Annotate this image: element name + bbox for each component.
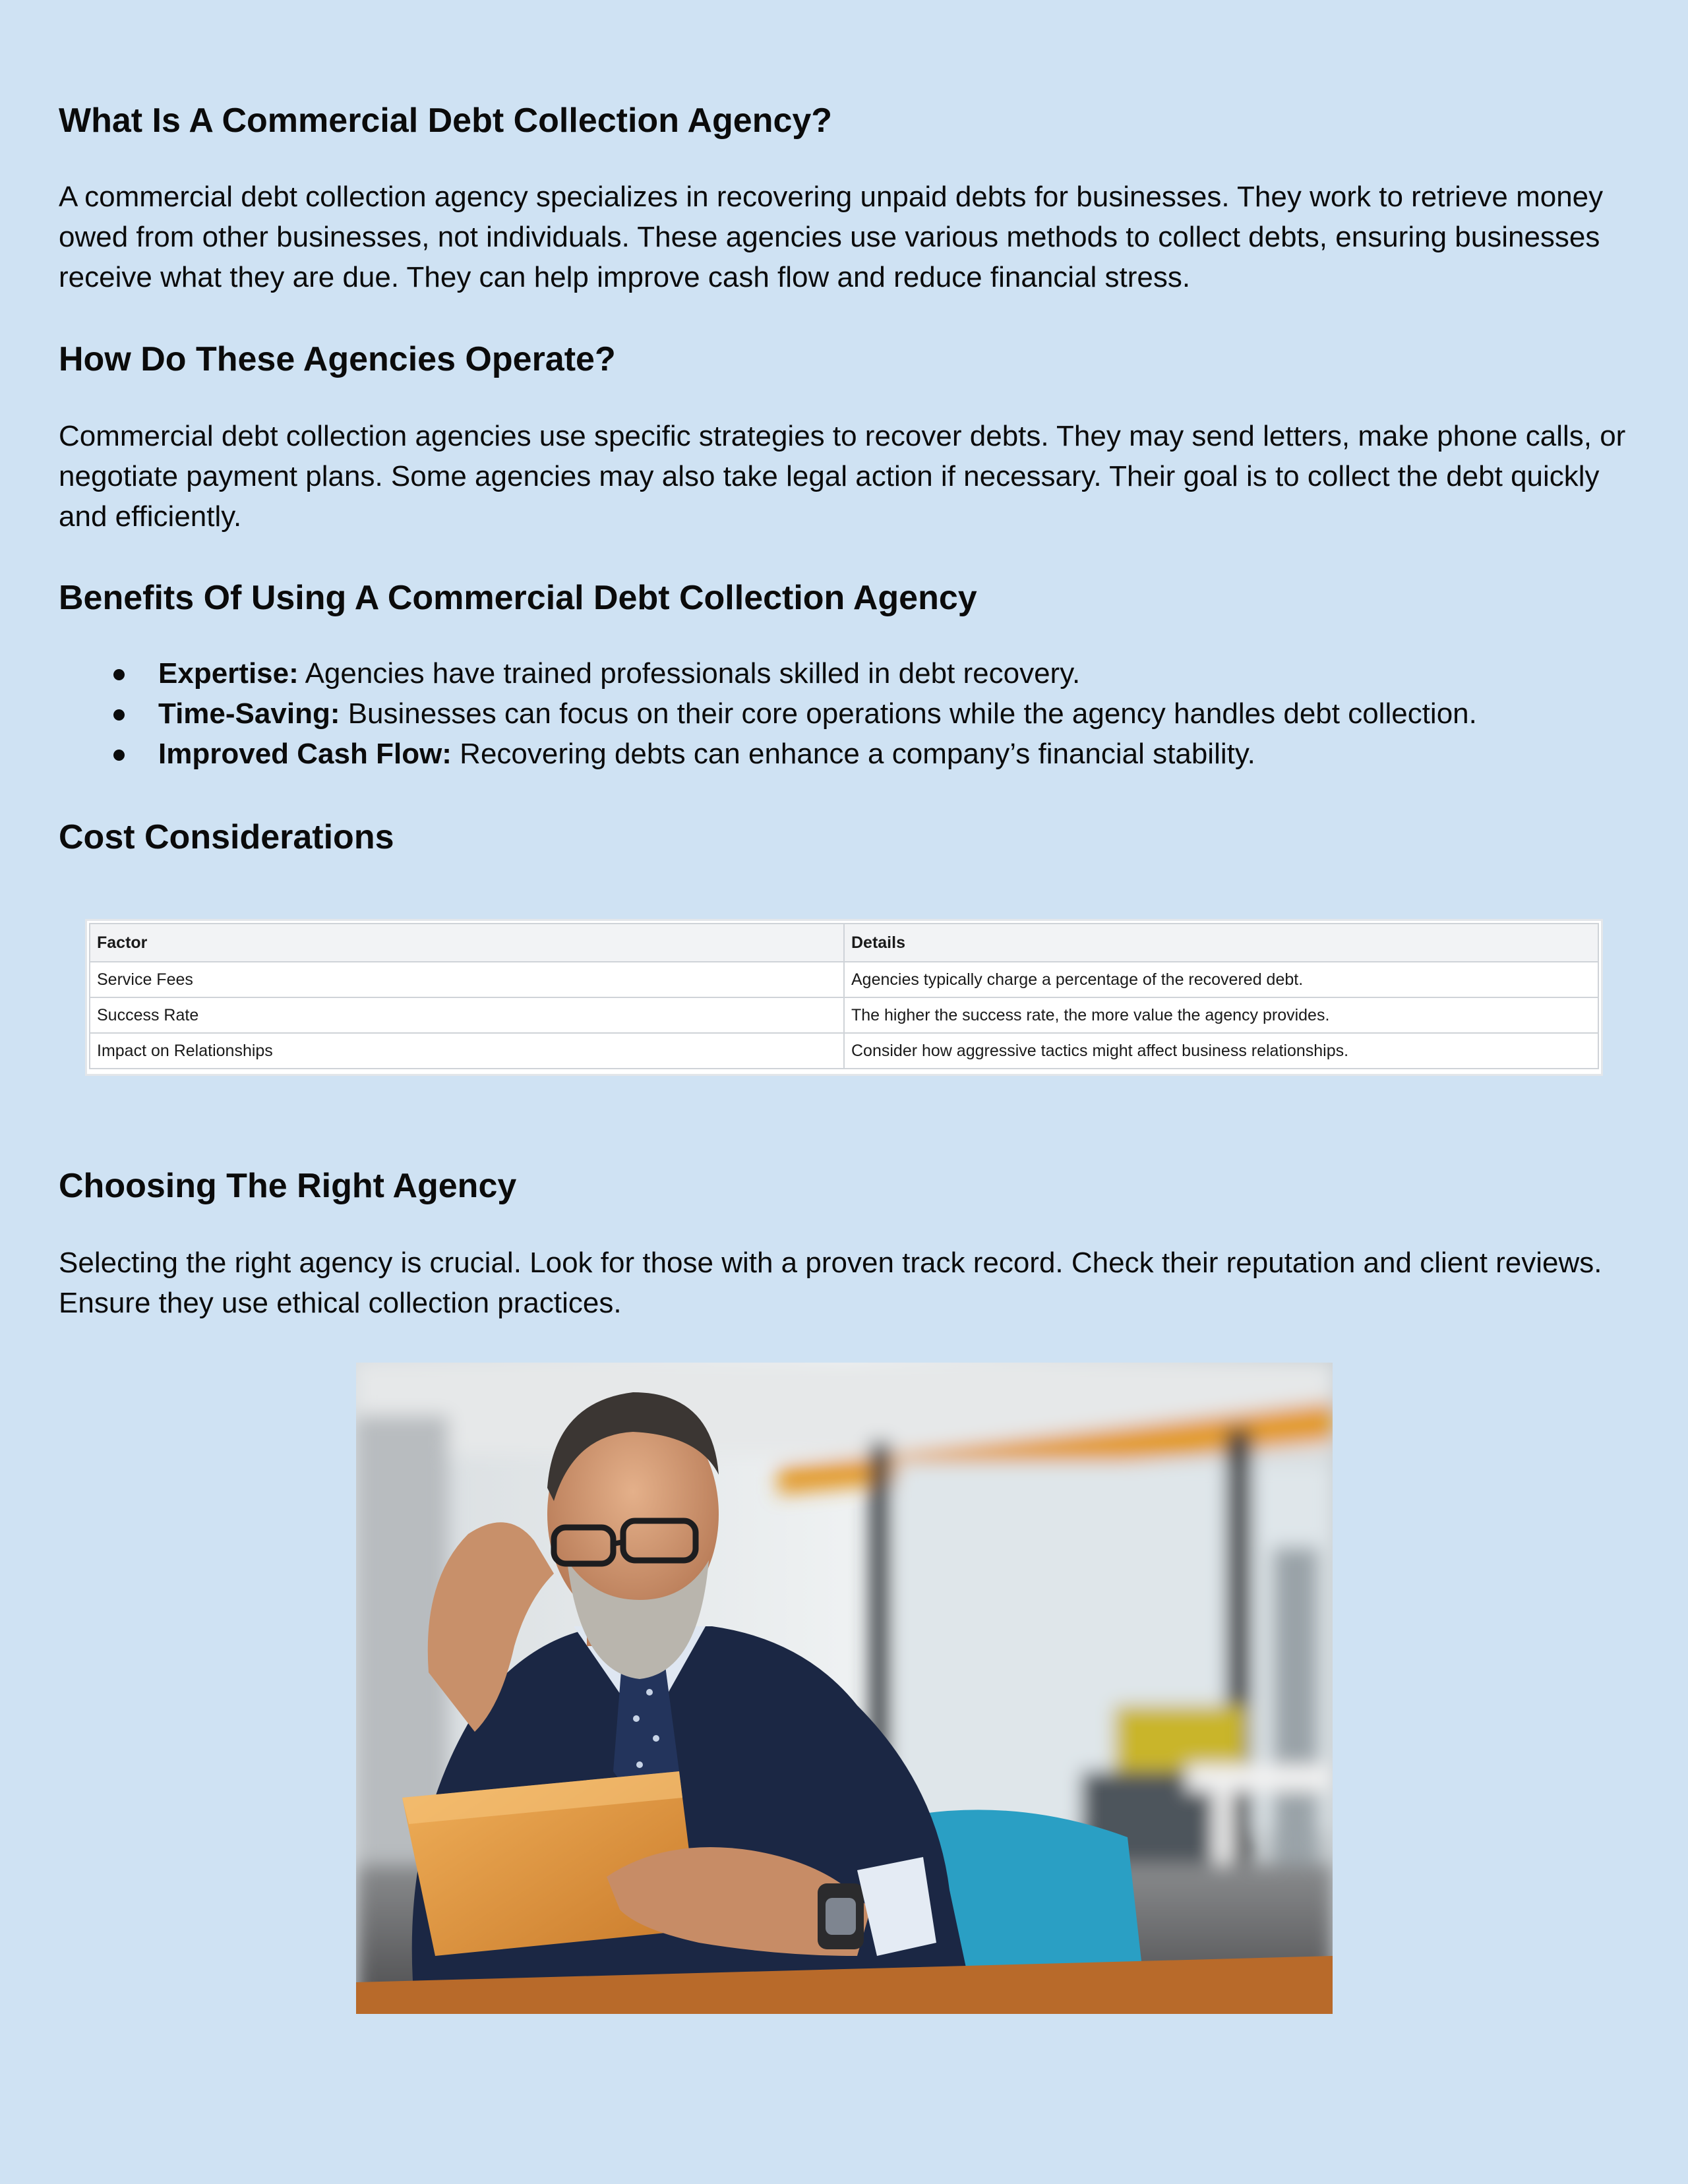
heading-how-agencies-operate: How Do These Agencies Operate? <box>59 340 616 378</box>
benefit-text: Recovering debts can enhance a company’s financial stability. <box>451 738 1255 770</box>
bullet-icon <box>113 750 125 761</box>
table-cell-details: Consider how aggressive tactics might affect business relationships. <box>844 1033 1598 1069</box>
table-cell-details: The higher the success rate, the more value the agency provides. <box>844 997 1598 1033</box>
benefits-list <box>59 653 1641 774</box>
list-item <box>59 653 1641 694</box>
cost-table <box>89 923 1599 1069</box>
column-header-details: Details <box>844 924 1598 962</box>
cost-table-container <box>85 919 1603 1076</box>
table-cell-factor: Success Rate <box>90 997 844 1033</box>
paragraph-choosing-agency: Selecting the right agency is crucial. Look for those with a proven track record. Check their reputation and client reviews. Ensure they use ethical collection practices. <box>59 1247 1602 1319</box>
heading-cost-considerations: Cost Considerations <box>59 818 394 856</box>
bullet-icon <box>113 669 125 680</box>
table-cell-factor: Impact on Relationships <box>90 1033 844 1069</box>
heading-benefits: Benefits Of Using A Commercial Debt Collection Agency <box>59 579 977 617</box>
heading-what-is-agency: What Is A Commercial Debt Collection Agency? <box>59 102 833 140</box>
benefit-term: Improved Cash Flow: <box>158 738 452 770</box>
column-header-factor: Factor <box>90 924 844 962</box>
table-row <box>90 1033 1598 1069</box>
list-item <box>59 694 1641 734</box>
heading-choosing-agency: Choosing The Right Agency <box>59 1167 517 1205</box>
table-cell-factor: Service Fees <box>90 962 844 997</box>
paragraph-what-is-agency: A commercial debt collection agency specializes in recovering unpaid debts for businesses. They work to retrieve money owed from other businesses, not individuals. These agencies use various methods to collect debts, ensuring businesses receive what they are due. They can help improve cash flow and reduce financial stress. <box>59 181 1604 293</box>
paragraph-how-agencies-operate: Commercial debt collection agencies use specific strategies to recover debts. They may send letters, make phone calls, or negotiate payment plans. Some agencies may also take legal action if necessary. Their goal is to collect the debt quickly and efficiently. <box>59 420 1626 533</box>
benefit-text: Agencies have trained professionals skilled in debt recovery. <box>298 657 1081 690</box>
table-row <box>90 962 1598 997</box>
photo-illustration <box>356 1363 1333 2014</box>
benefit-term: Time-Saving: <box>158 697 340 730</box>
benefit-text: Businesses can focus on their core operations while the agency handles debt collection. <box>340 697 1477 730</box>
list-item <box>59 734 1641 774</box>
table-row <box>90 997 1598 1033</box>
bullet-icon <box>113 709 125 721</box>
benefit-term: Expertise: <box>158 657 299 690</box>
businessman-with-tablet-photo <box>356 1363 1333 2014</box>
table-cell-details: Agencies typically charge a percentage of the recovered debt. <box>844 962 1598 997</box>
table-header-row <box>90 924 1598 962</box>
